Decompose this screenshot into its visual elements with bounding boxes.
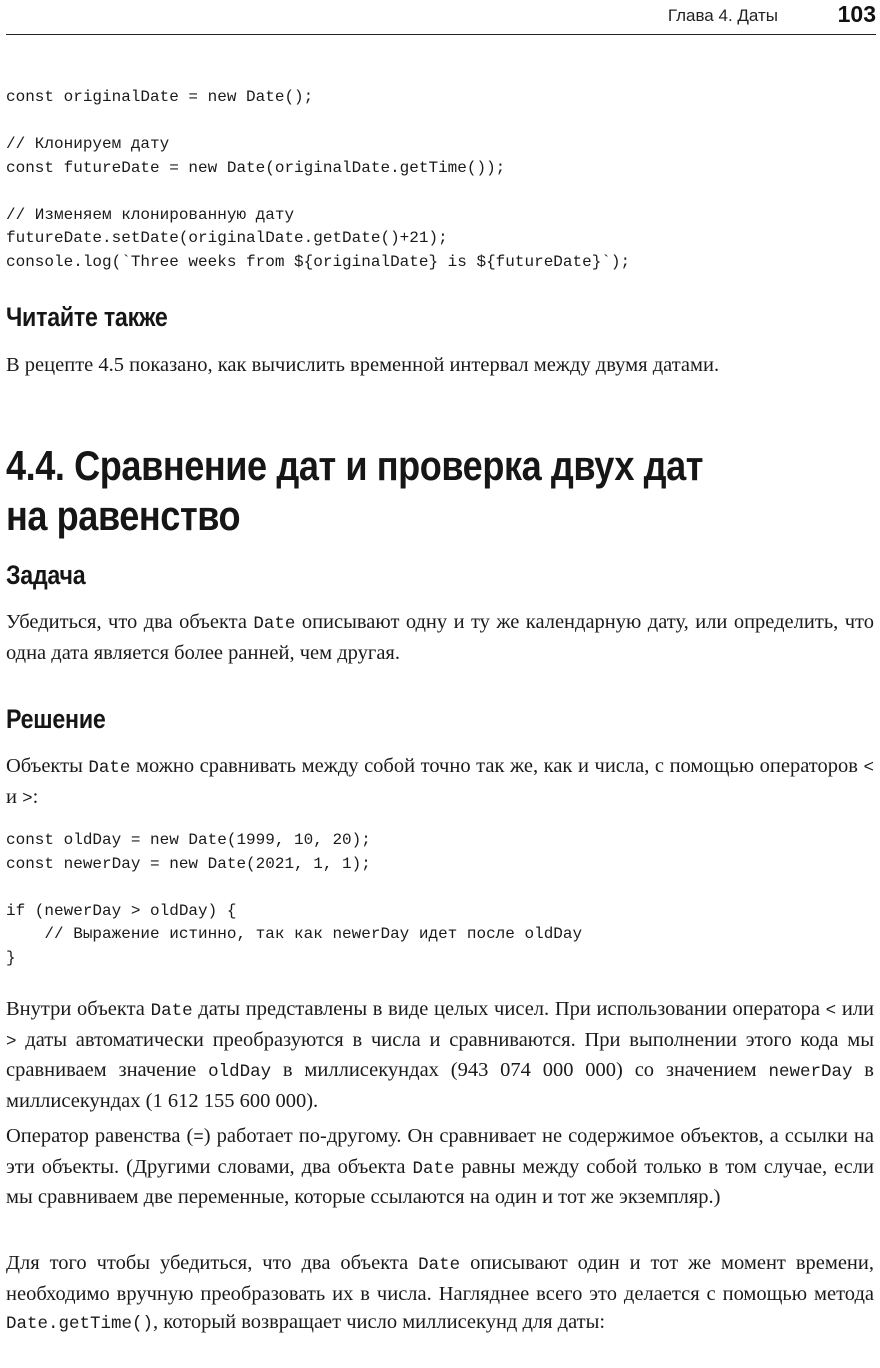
- inline-code: <: [863, 758, 874, 778]
- section-title: [6, 441, 703, 541]
- inline-code: Date: [150, 1001, 193, 1021]
- code-line: const newerDay = new Date(2021, 1, 1);: [6, 854, 371, 873]
- see-also-text: В рецепте 4.5 показано, как вычислить временной интервал между двумя датами.: [6, 354, 720, 376]
- inline-code: >: [22, 788, 33, 809]
- inline-code: <: [825, 1001, 837, 1021]
- chapter-title: Глава 4. Даты: [667, 6, 778, 25]
- inline-code: newerDay: [768, 1062, 853, 1082]
- task-text: Убедиться, что два объекта Date описывают одну и ту же календарную дату, или определить, что одна дата является более ранней, чем другая.: [6, 611, 874, 664]
- inline-code: Date.getTime(): [6, 1314, 154, 1334]
- code-block-clone-date: [6, 86, 630, 274]
- paragraph-equality-operator: Оператор равенства (=) работает по-другому. Он сравнивает не содержимое объектов, а ссылки на эти объекты. (Другими словами, два объекта Date равны между собой только в том случае, если мы сравниваем две переменные, которые ссылаются на один и тот же экземпляр.): [6, 1125, 874, 1208]
- paragraph-gettime: Для того чтобы убедиться, что два объекта Date описывают один и тот же момент времени, необходимо вручную преобразовать их в числа. Нагляднее всего это делается с помощью метода Date.getTime(), который возвращает число миллисекунд для даты:: [6, 1252, 874, 1334]
- inline-code: Date: [418, 1255, 461, 1275]
- code-line: [6, 110, 630, 134]
- code-line: const oldDay = new Date(1999, 10, 20);: [6, 831, 371, 849]
- code-line: const originalDate = new Date();: [6, 88, 314, 106]
- solution-text: Объекты Date можно сравнивать между собой точно так же, как и числа, с помощью операторов < и >:: [6, 755, 874, 809]
- code-line: // Выражение истинно, так как newerDay идет после oldDay: [6, 925, 583, 943]
- page-number: 103: [837, 1, 876, 27]
- code-line: // Изменяем клонированную дату: [6, 205, 295, 224]
- paragraph-internal-representation: Внутри объекта Date даты представлены в виде целых чисел. При использовании оператора < или > даты автоматически преобразуются в числа и сравниваются. При выполнении этого кода мы сравниваем значение oldDay в миллисекундах (943 074 000 000) со значением newerDay в миллисекундах (1 612 155 600 000).: [6, 998, 875, 1112]
- running-header: [6, 0, 876, 35]
- code-line: const futureDate = new Date(originalDate.getTime());: [6, 158, 506, 177]
- code-line: [6, 876, 582, 900]
- code-line: // Клонируем дату: [6, 135, 170, 153]
- section-title-line-2: на равенство: [6, 492, 241, 539]
- code-line: if (newerDay > oldDay) {: [6, 901, 237, 920]
- code-line: [6, 180, 630, 204]
- inline-code: oldDay: [208, 1062, 272, 1082]
- section-title-line-1: 4.4. Сравнение дат и проверка двух дат: [6, 442, 704, 489]
- task-heading: Задача: [6, 560, 86, 590]
- code-line: console.log(`Three weeks from ${originalDate} is ${futureDate}`);: [6, 252, 631, 271]
- code-line: }: [6, 948, 16, 967]
- inline-code: Date: [253, 614, 296, 634]
- inline-code: =: [193, 1128, 204, 1148]
- inline-code: Date: [88, 758, 131, 778]
- code-line: futureDate.setDate(originalDate.getDate()+21);: [6, 229, 448, 247]
- inline-code: >: [6, 1031, 17, 1052]
- solution-heading: Решение: [6, 704, 106, 734]
- code-block-compare-dates: [6, 829, 582, 970]
- see-also-heading: Читайте также: [6, 302, 168, 332]
- inline-code: Date: [412, 1158, 455, 1179]
